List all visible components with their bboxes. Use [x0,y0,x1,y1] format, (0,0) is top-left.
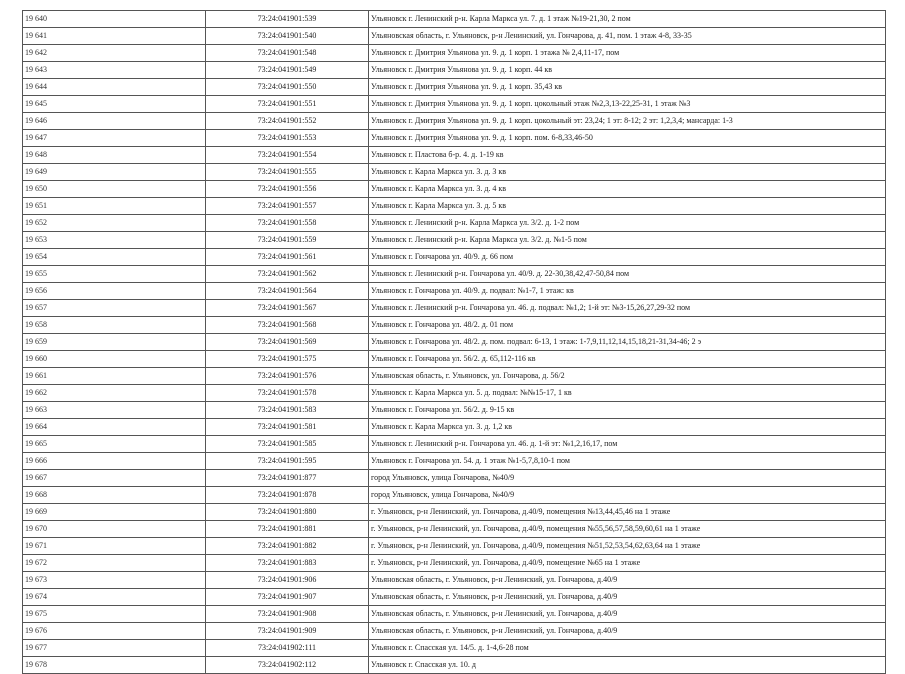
row-number-cell: 19 650 [23,181,206,198]
row-number-cell: 19 654 [23,249,206,266]
cadastral-number-cell: 73:24:041901:882 [206,538,369,555]
cadastral-number-cell: 73:24:041901:575 [206,351,369,368]
cadastral-number-cell: 73:24:041901:909 [206,623,369,640]
cadastral-number-cell: 73:24:041901:555 [206,164,369,181]
cadastral-number-cell: 73:24:041901:578 [206,385,369,402]
cadastral-number-cell: 73:24:041901:567 [206,300,369,317]
table-row [23,504,886,521]
address-cell: Ульяновск г. Ленинский р-н. Гончарова ул. 46. д. 1-й эт: №1,2,16,17, пом [369,436,886,453]
address-cell: Ульяновск г. Дмитрия Ульянова ул. 9. д. 1 корп. 44 кв [369,62,886,79]
address-cell: Ульяновская область, г. Ульяновск, р-н Ленинский, ул. Гончарова, д. 41, пом. 1 этаж 4-8, 33-35 [369,28,886,45]
cadastral-number-cell: 73:24:041901:549 [206,62,369,79]
cadastral-number-cell: 73:24:041901:880 [206,504,369,521]
table-row [23,623,886,640]
cadastral-number-cell: 73:24:041901:540 [206,28,369,45]
table-row [23,606,886,623]
cadastral-number-cell: 73:24:041901:585 [206,436,369,453]
row-number-cell: 19 675 [23,606,206,623]
address-cell: г. Ульяновск, р-н Ленинский, ул. Гончарова, д.40/9, помещения №51,52,53,54,62,63,64 на 1 этаже [369,538,886,555]
row-number-cell: 19 666 [23,453,206,470]
row-number-cell: 19 668 [23,487,206,504]
table-row [23,96,886,113]
table-row [23,351,886,368]
registry-table-body [23,11,886,674]
address-cell: Ульяновск г. Пластова б-р. 4. д. 1-19 кв [369,147,886,164]
table-row [23,368,886,385]
address-cell: Ульяновск г. Дмитрия Ульянова ул. 9. д. 1 корп. цокольный этаж №2,3,13-22,25-31, 1 этаж №3 [369,96,886,113]
table-row [23,385,886,402]
table-row [23,164,886,181]
row-number-cell: 19 671 [23,538,206,555]
cadastral-number-cell: 73:24:041901:878 [206,487,369,504]
address-cell: г. Ульяновск, р-н Ленинский, ул. Гончарова, д.40/9, помещение №65 на 1 этаже [369,555,886,572]
cadastral-number-cell: 73:24:041901:552 [206,113,369,130]
cadastral-number-cell: 73:24:041901:558 [206,215,369,232]
cadastral-number-cell: 73:24:041901:564 [206,283,369,300]
table-row [23,419,886,436]
cadastral-number-cell: 73:24:041901:881 [206,521,369,538]
address-cell: Ульяновск г. Дмитрия Ульянова ул. 9. д. 1 корп. цокольный эт: 23,24; 1 эт: 8-12; 2 эт: 1,2,3,4; мансарда: 1-3 [369,113,886,130]
address-cell: Ульяновская область, г. Ульяновск, р-н Ленинский, ул. Гончарова, д.40/9 [369,623,886,640]
row-number-cell: 19 655 [23,266,206,283]
table-row [23,402,886,419]
address-cell: Ульяновск г. Ленинский р-н. Гончарова ул. 40/9. д. 22-30,38,42,47-50,84 пом [369,266,886,283]
table-row [23,453,886,470]
cadastral-number-cell: 73:24:041901:595 [206,453,369,470]
row-number-cell: 19 664 [23,419,206,436]
table-row [23,147,886,164]
row-number-cell: 19 649 [23,164,206,181]
table-row [23,640,886,657]
row-number-cell: 19 647 [23,130,206,147]
address-cell: Ульяновск г. Гончарова ул. 56/2. д. 65,112-116 кв [369,351,886,368]
cadastral-number-cell: 73:24:041902:112 [206,657,369,674]
row-number-cell: 19 678 [23,657,206,674]
table-row [23,572,886,589]
address-cell: Ульяновск г. Гончарова ул. 40/9. д. подвал: №1-7, 1 этаж: кв [369,283,886,300]
row-number-cell: 19 645 [23,96,206,113]
row-number-cell: 19 667 [23,470,206,487]
table-row [23,198,886,215]
row-number-cell: 19 663 [23,402,206,419]
row-number-cell: 19 673 [23,572,206,589]
cadastral-number-cell: 73:24:041901:554 [206,147,369,164]
cadastral-number-cell: 73:24:041901:908 [206,606,369,623]
address-cell: Ульяновск г. Карла Маркса ул. 3. д. 4 кв [369,181,886,198]
table-row [23,538,886,555]
cadastral-number-cell: 73:24:041901:581 [206,419,369,436]
address-cell: Ульяновск г. Гончарова ул. 56/2. д. 9-15 кв [369,402,886,419]
row-number-cell: 19 648 [23,147,206,164]
table-row [23,45,886,62]
cadastral-number-cell: 73:24:041901:877 [206,470,369,487]
cadastral-number-cell: 73:24:041901:550 [206,79,369,96]
table-row [23,657,886,674]
row-number-cell: 19 662 [23,385,206,402]
row-number-cell: 19 670 [23,521,206,538]
row-number-cell: 19 640 [23,11,206,28]
cadastral-number-cell: 73:24:041901:576 [206,368,369,385]
row-number-cell: 19 651 [23,198,206,215]
address-cell: Ульяновск г. Карла Маркса ул. 5. д. подвал: №№15-17, 1 кв [369,385,886,402]
address-cell: Ульяновск г. Карла Маркса ул. 3. д. 5 кв [369,198,886,215]
address-cell: Ульяновская область, г. Ульяновск, р-н Ленинский, ул. Гончарова, д.40/9 [369,606,886,623]
table-row [23,300,886,317]
table-row [23,249,886,266]
address-cell: Ульяновская область, г. Ульяновск, р-н Ленинский, ул. Гончарова, д.40/9 [369,589,886,606]
table-row [23,283,886,300]
registry-table [22,10,886,674]
cadastral-number-cell: 73:24:041901:568 [206,317,369,334]
cadastral-number-cell: 73:24:041901:883 [206,555,369,572]
row-number-cell: 19 653 [23,232,206,249]
row-number-cell: 19 657 [23,300,206,317]
row-number-cell: 19 652 [23,215,206,232]
address-cell: г. Ульяновск, р-н Ленинский, ул. Гончарова, д.40/9, помещения №13,44,45,46 на 1 этаже [369,504,886,521]
row-number-cell: 19 660 [23,351,206,368]
table-row [23,79,886,96]
table-row [23,555,886,572]
cadastral-number-cell: 73:24:041901:906 [206,572,369,589]
cadastral-number-cell: 73:24:041901:559 [206,232,369,249]
table-row [23,232,886,249]
table-row [23,317,886,334]
table-row [23,11,886,28]
address-cell: Ульяновск г. Гончарова ул. 48/2. д. 01 пом [369,317,886,334]
row-number-cell: 19 677 [23,640,206,657]
row-number-cell: 19 659 [23,334,206,351]
cadastral-number-cell: 73:24:041901:569 [206,334,369,351]
row-number-cell: 19 643 [23,62,206,79]
row-number-cell: 19 661 [23,368,206,385]
row-number-cell: 19 672 [23,555,206,572]
table-row [23,266,886,283]
address-cell: Ульяновск г. Гончарова ул. 48/2. д. пом. подвал: 6-13, 1 этаж: 1-7,9,11,12,14,15,18,21-31,34-46; 2 э [369,334,886,351]
cadastral-number-cell: 73:24:041901:548 [206,45,369,62]
table-row [23,130,886,147]
row-number-cell: 19 665 [23,436,206,453]
table-row [23,334,886,351]
address-cell: Ульяновская область, г. Ульяновск, р-н Ленинский, ул. Гончарова, д.40/9 [369,572,886,589]
address-cell: Ульяновск г. Спасская ул. 14/5. д. 1-4,6-28 пом [369,640,886,657]
row-number-cell: 19 658 [23,317,206,334]
cadastral-number-cell: 73:24:041901:562 [206,266,369,283]
cadastral-number-cell: 73:24:041901:583 [206,402,369,419]
address-cell: Ульяновск г. Дмитрия Ульянова ул. 9. д. 1 корп. 35,43 кв [369,79,886,96]
cadastral-number-cell: 73:24:041901:539 [206,11,369,28]
row-number-cell: 19 656 [23,283,206,300]
table-row [23,589,886,606]
address-cell: Ульяновск г. Ленинский р-н. Карла Маркса ул. 3/2. д. 1-2 пом [369,215,886,232]
cadastral-number-cell: 73:24:041901:907 [206,589,369,606]
table-row [23,436,886,453]
table-row [23,62,886,79]
table-row [23,521,886,538]
table-row [23,28,886,45]
address-cell: город Ульяновск, улица Гончарова, №40/9 [369,487,886,504]
row-number-cell: 19 646 [23,113,206,130]
cadastral-number-cell: 73:24:041902:111 [206,640,369,657]
cadastral-number-cell: 73:24:041901:553 [206,130,369,147]
address-cell: Ульяновск г. Гончарова ул. 40/9. д. 66 пом [369,249,886,266]
address-cell: Ульяновская область, г. Ульяновск, ул. Гончарова, д. 56/2 [369,368,886,385]
table-row [23,113,886,130]
cadastral-number-cell: 73:24:041901:551 [206,96,369,113]
address-cell: г. Ульяновск, р-н Ленинский, ул. Гончарова, д.40/9, помещения №55,56,57,58,59,60,61 на 1 этаже [369,521,886,538]
address-cell: город Ульяновск, улица Гончарова, №40/9 [369,470,886,487]
cadastral-number-cell: 73:24:041901:561 [206,249,369,266]
address-cell: Ульяновск г. Спасская ул. 10. д [369,657,886,674]
address-cell: Ульяновск г. Дмитрия Ульянова ул. 9. д. 1 корп. 1 этажа № 2,4,11-17, пом [369,45,886,62]
table-row [23,215,886,232]
row-number-cell: 19 641 [23,28,206,45]
row-number-cell: 19 669 [23,504,206,521]
address-cell: Ульяновск г. Гончарова ул. 54. д. 1 этаж №1-5,7,8,10-1 пом [369,453,886,470]
table-row [23,487,886,504]
row-number-cell: 19 642 [23,45,206,62]
row-number-cell: 19 676 [23,623,206,640]
address-cell: Ульяновск г. Карла Маркса ул. 3. д. 1,2 кв [369,419,886,436]
address-cell: Ульяновск г. Ленинский р-н. Гончарова ул. 46. д. подвал: №1,2; 1-й эт: №3-15,26,27,29-32 пом [369,300,886,317]
address-cell: Ульяновск г. Карла Маркса ул. 3. д. 3 кв [369,164,886,181]
address-cell: Ульяновск г. Ленинский р-н. Карла Маркса ул. 7. д. 1 этаж №19-21,30, 2 пом [369,11,886,28]
address-cell: Ульяновск г. Дмитрия Ульянова ул. 9. д. 1 корп. пом. 6-8,33,46-50 [369,130,886,147]
table-row [23,181,886,198]
row-number-cell: 19 644 [23,79,206,96]
address-cell: Ульяновск г. Ленинский р-н. Карла Маркса ул. 3/2. д. №1-5 пом [369,232,886,249]
cadastral-number-cell: 73:24:041901:557 [206,198,369,215]
row-number-cell: 19 674 [23,589,206,606]
table-row [23,470,886,487]
cadastral-number-cell: 73:24:041901:556 [206,181,369,198]
